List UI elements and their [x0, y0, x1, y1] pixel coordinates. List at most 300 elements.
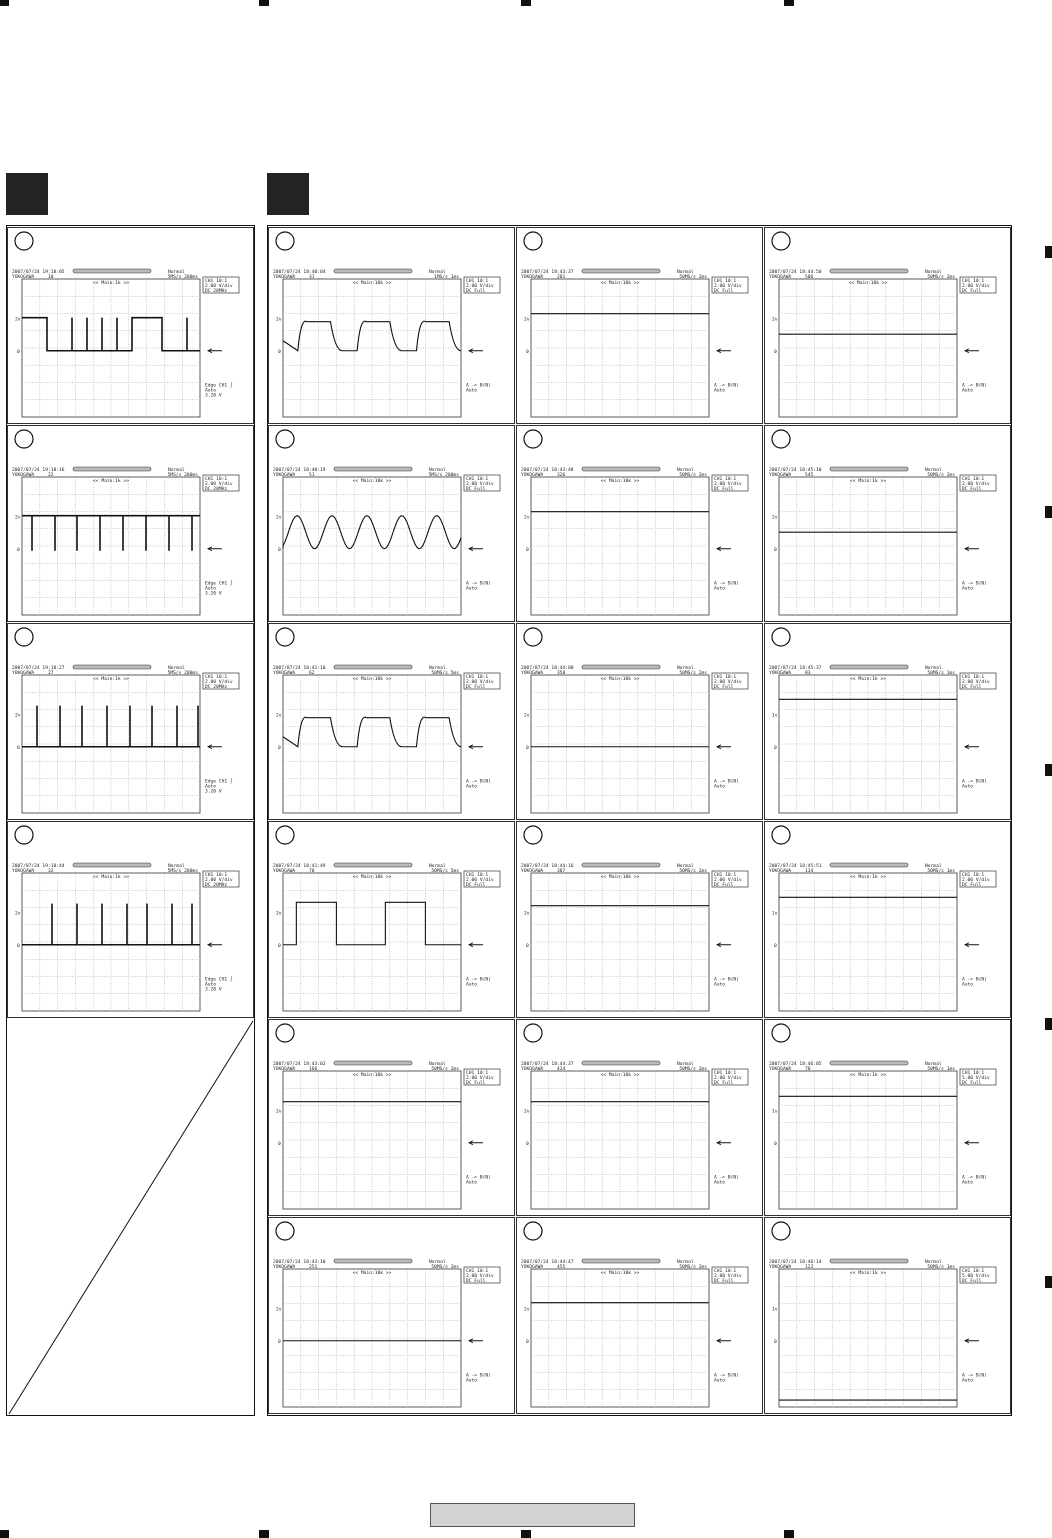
scope-coupling: DC Full [714, 1081, 734, 1086]
scope-vdiv: 2.00 V/div [466, 1274, 494, 1279]
scope-trigger-mode: Auto [714, 1180, 726, 1186]
scope-vdiv: 2.00 V/div [714, 878, 742, 883]
scope-brand: YOKOGAWA [769, 671, 792, 676]
scope-rate: 50MS/s 2ms [679, 473, 707, 478]
record-length-bar [334, 467, 412, 471]
scope-capture [764, 623, 1011, 820]
scope-zoom: << Main:10k >> [600, 479, 640, 484]
scope-zoom: << Main:1k >> [850, 1271, 886, 1276]
scope-marker-0: 0 [526, 349, 529, 355]
test-point-marker [772, 1024, 790, 1042]
scope-trigger-title: A -> B(N) [466, 1373, 491, 1379]
scope-channel: CH1 10:1 [714, 1071, 737, 1076]
ground-arrow-icon [965, 943, 979, 947]
scope-marker-0: 0 [17, 349, 20, 355]
scope-marker-2v: 2v [276, 911, 282, 917]
scope-count: 251 [309, 1265, 318, 1270]
scope-coupling: DC Full [714, 883, 734, 888]
scope-brand: YOKOGAWA [769, 869, 792, 874]
scope-trigger-mode: Auto [714, 982, 726, 988]
scope-channel: CH1 10:1 [962, 873, 985, 878]
scope-marker-2v: 1v [772, 1109, 778, 1115]
scope-acq-mode: Normal [429, 666, 446, 671]
scope-vdiv: 2.00 V/div [714, 1076, 742, 1081]
scope-zoom: << Main:1k >> [850, 479, 886, 484]
test-point-marker [15, 628, 33, 646]
scope-brand: YOKOGAWA [769, 275, 792, 280]
record-length-bar [582, 269, 660, 273]
scope-datetime: 2007/07/24 18:43:37 [521, 270, 574, 275]
registration-mark-top-3 [521, 0, 531, 6]
scope-vdiv: 2.00 V/div [205, 680, 233, 685]
registration-mark-bottom-2 [259, 1530, 269, 1538]
scope-vdiv: 2.00 V/div [205, 284, 233, 289]
scope-marker-2v: 2v [276, 713, 282, 719]
scope-vdiv: 5.00 V/div [962, 1274, 990, 1279]
registration-mark-side-5 [1045, 1276, 1052, 1288]
scope-trigger-mode: Auto [205, 982, 217, 988]
scope-count: 358 [557, 671, 566, 676]
ground-arrow-icon [717, 943, 731, 947]
scope-coupling: DC 20MHz [205, 289, 228, 294]
scope-marker-2v: 2v [276, 1109, 282, 1115]
scope-capture [7, 227, 254, 424]
scope-count: 78 [309, 869, 315, 874]
oscilloscope-screen [765, 624, 1011, 820]
scope-brand: YOKOGAWA [273, 1067, 296, 1072]
scope-rate: 5MS/s 200ms [167, 671, 198, 676]
scope-capture [516, 227, 763, 424]
scope-acq-mode: Normal [429, 1062, 446, 1067]
scope-datetime: 2007/07/24 18:44:50 [769, 270, 822, 275]
scope-capture [516, 1217, 763, 1414]
scope-rate: 50MS/s 5ms [431, 869, 459, 874]
scope-rate: 50MS/s 1ms [927, 1265, 955, 1270]
scope-trigger-title: Edge CH1 ∫ [205, 383, 233, 389]
test-point-marker [276, 628, 294, 646]
scope-rate: 50MS/s 5ms [431, 671, 459, 676]
waveform-trace [283, 321, 461, 351]
scope-zoom: << Main:10k >> [352, 677, 392, 682]
scope-coupling: DC Full [466, 289, 486, 294]
ground-arrow-icon [717, 745, 731, 749]
scope-coupling: DC Full [962, 883, 982, 888]
ground-arrow-icon [717, 349, 731, 353]
scope-vdiv: 2.00 V/div [962, 878, 990, 883]
test-point-marker [772, 430, 790, 448]
oscilloscope-screen [269, 228, 515, 424]
record-length-bar [334, 863, 412, 867]
scope-datetime: 2007/07/24 18:40:19 [273, 468, 326, 473]
scope-datetime: 2007/07/24 19:18:44 [12, 864, 65, 869]
scope-rate: 5MS/s 200ms [167, 473, 198, 478]
scope-zoom: << Main:10k >> [352, 1271, 392, 1276]
scope-capture [7, 821, 254, 1018]
scope-marker-2v: 2v [276, 317, 282, 323]
scope-channel: CH1 10:1 [466, 873, 489, 878]
scope-marker-2v: 2v [276, 515, 282, 521]
scope-acq-mode: Normal [677, 864, 694, 869]
record-length-bar [582, 1061, 660, 1065]
scope-marker-0: 0 [17, 547, 20, 553]
scope-datetime: 2007/07/24 18:44:37 [521, 1062, 574, 1067]
scope-brand: YOKOGAWA [273, 473, 296, 478]
scope-trigger-title: A -> B(N) [962, 581, 987, 587]
scope-rate: 50MS/s 2ms [679, 1265, 707, 1270]
scope-trigger-level: 3.20 V [205, 393, 222, 399]
scope-datetime: 2007/07/24 18:43:10 [273, 1260, 326, 1265]
oscilloscope-screen [8, 822, 254, 1018]
scope-channel: CH1 10:1 [466, 477, 489, 482]
scope-marker-0: 0 [526, 745, 529, 751]
record-length-bar [73, 269, 151, 273]
scope-coupling: DC 20MHz [205, 487, 228, 492]
registration-mark-top-4 [784, 0, 794, 6]
test-point-marker [524, 628, 542, 646]
scope-datetime: 2007/07/24 18:43:02 [273, 1062, 326, 1067]
scope-vdiv: 2.00 V/div [205, 482, 233, 487]
scope-trigger-title: A -> B(N) [466, 1175, 491, 1181]
ground-arrow-icon [469, 1339, 483, 1343]
scope-count: 31 [309, 275, 315, 280]
scope-marker-2v: 2v [524, 1307, 530, 1313]
scope-trigger-title: A -> B(N) [466, 581, 491, 587]
scope-zoom: << Main:10k >> [600, 281, 640, 286]
scope-marker-0: 0 [774, 547, 777, 553]
ground-arrow-icon [717, 547, 731, 551]
scope-capture [516, 623, 763, 820]
scope-coupling: DC Full [466, 1081, 486, 1086]
page-number-bar [430, 1503, 635, 1527]
scope-capture [268, 227, 515, 424]
scope-rate: 50MS/s 2ms [431, 1067, 459, 1072]
scope-vdiv: 2.00 V/div [962, 680, 990, 685]
test-point-marker [276, 232, 294, 250]
scope-zoom: << Main:10k >> [352, 1073, 392, 1078]
waveform-trace [283, 717, 461, 747]
scope-acq-mode: Normal [429, 468, 446, 473]
scope-channel: CH1 10:1 [714, 279, 737, 284]
oscilloscope-screen [269, 1020, 515, 1216]
record-length-bar [830, 1061, 908, 1065]
scope-rate: 5MS/s 200ms [428, 473, 459, 478]
scope-zoom: << Main:1k >> [850, 875, 886, 880]
scope-marker-2v: 2v [524, 515, 530, 521]
test-point-marker [772, 628, 790, 646]
scope-capture [516, 821, 763, 1018]
record-length-bar [830, 269, 908, 273]
scope-marker-2v: 2v [772, 317, 778, 323]
scope-brand: YOKOGAWA [769, 1067, 792, 1072]
scope-channel: CH1 10:1 [962, 675, 985, 680]
scope-acq-mode: Normal [925, 1260, 942, 1265]
scope-rate: 50MS/s 2ms [679, 275, 707, 280]
scope-channel: CH1 10:1 [714, 1269, 737, 1274]
scope-trigger-title: A -> B(N) [962, 977, 987, 983]
registration-mark-top-1 [0, 0, 9, 6]
scope-trigger-level: 3.20 V [205, 987, 222, 993]
test-point-marker [524, 826, 542, 844]
scope-datetime: 2007/07/24 18:46:05 [769, 1062, 822, 1067]
scope-channel: CH1 10:1 [466, 1071, 489, 1076]
scope-datetime: 2007/07/24 18:40:04 [273, 270, 326, 275]
scope-marker-0: 0 [774, 745, 777, 751]
scope-trigger-level: 3.20 V [205, 591, 222, 597]
scope-capture [7, 623, 254, 820]
record-length-bar [73, 863, 151, 867]
scope-datetime: 2007/07/24 18:44:16 [521, 864, 574, 869]
scope-trigger-mode: Auto [962, 586, 974, 592]
scope-marker-0: 0 [526, 1339, 529, 1345]
scope-vdiv: 2.00 V/div [962, 482, 990, 487]
scope-zoom: << Main:10k >> [600, 1073, 640, 1078]
oscilloscope-screen [269, 1218, 515, 1414]
scope-acq-mode: Normal [677, 666, 694, 671]
scope-trigger-title: A -> B(N) [466, 977, 491, 983]
scope-channel: CH1 10:1 [962, 1269, 985, 1274]
ground-arrow-icon [965, 745, 979, 749]
scope-brand: YOKOGAWA [12, 869, 35, 874]
record-length-bar [830, 467, 908, 471]
record-length-bar [334, 1259, 412, 1263]
scope-trigger-title: A -> B(N) [962, 383, 987, 389]
scope-trigger-title: Edge CH1 ∫ [205, 977, 233, 983]
record-length-bar [830, 863, 908, 867]
scope-trigger-title: A -> B(N) [962, 1175, 987, 1181]
scope-channel: CH1 10:1 [466, 675, 489, 680]
ground-arrow-icon [469, 1141, 483, 1145]
scope-acq-mode: Normal [168, 864, 185, 869]
test-point-marker [276, 430, 294, 448]
scope-trigger-title: A -> B(N) [466, 383, 491, 389]
scope-marker-0: 0 [526, 943, 529, 949]
scope-trigger-title: Edge CH1 ∫ [205, 581, 233, 587]
ground-arrow-icon [208, 745, 222, 749]
scope-marker-0: 0 [278, 1141, 281, 1147]
section-block-right [267, 173, 309, 215]
scope-marker-0: 0 [774, 943, 777, 949]
scope-acq-mode: Normal [925, 1062, 942, 1067]
scope-zoom: << Main:10k >> [352, 875, 392, 880]
scope-zoom: << Main:10k >> [352, 281, 392, 286]
scope-rate: 1MS/s 1ms [434, 275, 459, 280]
scope-count: 70 [805, 1067, 811, 1072]
scope-acq-mode: Normal [429, 1260, 446, 1265]
oscilloscope-screen [269, 624, 515, 820]
scope-trigger-mode: Auto [714, 388, 726, 394]
scope-marker-0: 0 [17, 943, 20, 949]
scope-trigger-mode: Auto [205, 388, 217, 394]
ground-arrow-icon [469, 943, 483, 947]
scope-marker-0: 0 [526, 547, 529, 553]
scope-brand: YOKOGAWA [521, 1265, 544, 1270]
ground-arrow-icon [965, 1339, 979, 1343]
scope-trigger-mode: Auto [466, 982, 478, 988]
scope-vdiv: 2.00 V/div [466, 482, 494, 487]
scope-trigger-mode: Auto [466, 784, 478, 790]
scope-coupling: DC Full [466, 883, 486, 888]
scope-count: 326 [557, 473, 566, 478]
scope-rate: 50MS/s 1ms [927, 869, 955, 874]
scope-channel: CH1 10:1 [466, 279, 489, 284]
test-point-marker [276, 1222, 294, 1240]
scope-rate: 50MS/s 2ms [927, 473, 955, 478]
scope-channel: CH1 10:1 [205, 873, 228, 878]
scope-channel: CH1 10:1 [714, 873, 737, 878]
scope-capture [516, 1019, 763, 1216]
scope-zoom: << Main:1k >> [93, 875, 129, 880]
scope-acq-mode: Normal [677, 468, 694, 473]
scope-brand: YOKOGAWA [12, 275, 35, 280]
record-length-bar [334, 1061, 412, 1065]
scope-marker-2v: 2v [15, 911, 21, 917]
scope-zoom: << Main:1k >> [850, 677, 886, 682]
scope-trigger-title: A -> B(N) [714, 1175, 739, 1181]
ground-arrow-icon [965, 1141, 979, 1145]
scope-trigger-mode: Auto [714, 1378, 726, 1384]
test-point-marker [772, 232, 790, 250]
scope-coupling: DC Full [714, 487, 734, 492]
ground-arrow-icon [469, 349, 483, 353]
scope-count: 545 [805, 473, 814, 478]
record-length-bar [582, 467, 660, 471]
scope-capture [516, 425, 763, 622]
scope-datetime: 2007/07/24 18:43:48 [521, 468, 574, 473]
scope-trigger-title: A -> B(N) [714, 977, 739, 983]
scope-channel: CH1 10:1 [466, 1269, 489, 1274]
scope-vdiv: 2.00 V/div [466, 680, 494, 685]
scope-count: 455 [557, 1265, 566, 1270]
scope-acq-mode: Normal [168, 270, 185, 275]
scope-marker-0: 0 [278, 745, 281, 751]
scope-vdiv: 2.00 V/div [714, 482, 742, 487]
scope-coupling: DC Full [714, 289, 734, 294]
scope-marker-0: 0 [278, 943, 281, 949]
scope-trigger-mode: Auto [714, 586, 726, 592]
scope-brand: YOKOGAWA [769, 473, 792, 478]
test-point-marker [524, 430, 542, 448]
scope-rate: 5MS/s 200ms [167, 275, 198, 280]
oscilloscope-screen [8, 624, 254, 820]
scope-vdiv: 2.00 V/div [466, 284, 494, 289]
registration-mark-bottom-3 [521, 1530, 531, 1538]
scope-count: 424 [557, 1067, 566, 1072]
registration-mark-bottom-1 [0, 1530, 9, 1538]
record-length-bar [582, 1259, 660, 1263]
scope-rate: 50MS/s 2ms [679, 671, 707, 676]
scope-count: 506 [805, 275, 814, 280]
oscilloscope-screen [517, 1020, 763, 1216]
scope-capture [268, 1217, 515, 1414]
scope-zoom: << Main:10k >> [848, 281, 888, 286]
ground-arrow-icon [469, 745, 483, 749]
scope-channel: CH1 10:1 [962, 477, 985, 482]
scope-count: 32 [48, 869, 54, 874]
scope-vdiv: 2.00 V/div [714, 284, 742, 289]
scope-brand: YOKOGAWA [273, 869, 296, 874]
scope-trigger-level: 3.20 V [205, 789, 222, 795]
test-point-marker [772, 1222, 790, 1240]
scope-marker-2v: 2v [276, 1307, 282, 1313]
oscilloscope-screen [517, 822, 763, 1018]
scope-zoom: << Main:1k >> [93, 281, 129, 286]
scope-vdiv: 5.00 V/div [962, 1076, 990, 1081]
ground-arrow-icon [208, 547, 222, 551]
scope-rate: 50MS/s 2ms [927, 275, 955, 280]
oscilloscope-screen [765, 1218, 1011, 1414]
oscilloscope-screen [269, 426, 515, 622]
scope-rate: 50MS/s 2ms [679, 1067, 707, 1072]
record-length-bar [334, 269, 412, 273]
scope-trigger-title: Edge CH1 ∫ [205, 779, 233, 785]
scope-zoom: << Main:10k >> [600, 875, 640, 880]
scope-brand: YOKOGAWA [273, 275, 296, 280]
scope-datetime: 2007/07/24 19:18:27 [12, 666, 65, 671]
scope-channel: CH1 10:1 [205, 477, 228, 482]
scope-brand: YOKOGAWA [521, 671, 544, 676]
scope-datetime: 2007/07/24 18:45:37 [769, 666, 822, 671]
scope-marker-2v: 2v [524, 1109, 530, 1115]
test-point-marker [524, 232, 542, 250]
scope-coupling: DC Full [466, 487, 486, 492]
scope-brand: YOKOGAWA [12, 473, 35, 478]
scope-zoom: << Main:10k >> [600, 677, 640, 682]
test-point-marker [524, 1222, 542, 1240]
scope-trigger-mode: Auto [962, 388, 974, 394]
scope-datetime: 2007/07/24 18:46:14 [769, 1260, 822, 1265]
scope-acq-mode: Normal [168, 468, 185, 473]
scope-trigger-mode: Auto [962, 784, 974, 790]
scope-count: 281 [557, 275, 566, 280]
scope-marker-2v: 2v [772, 515, 778, 521]
scope-zoom: << Main:10k >> [352, 479, 392, 484]
oscilloscope-screen [517, 624, 763, 820]
scope-brand: YOKOGAWA [769, 1265, 792, 1270]
scope-coupling: DC Full [962, 1081, 982, 1086]
registration-mark-side-3 [1045, 764, 1052, 776]
scope-channel: CH1 10:1 [962, 1071, 985, 1076]
scope-capture [268, 821, 515, 1018]
test-point-marker [15, 430, 33, 448]
registration-mark-side-2 [1045, 506, 1052, 518]
scope-datetime: 2007/07/24 18:41:49 [273, 864, 326, 869]
scope-trigger-mode: Auto [962, 1378, 974, 1384]
scope-acq-mode: Normal [925, 270, 942, 275]
scope-datetime: 2007/07/24 18:41:10 [273, 666, 326, 671]
scope-count: 83 [805, 671, 811, 676]
scope-trigger-mode: Auto [466, 1378, 478, 1384]
scope-acq-mode: Normal [925, 468, 942, 473]
oscilloscope-screen [8, 426, 254, 622]
record-length-bar [582, 863, 660, 867]
test-point-marker [276, 1024, 294, 1042]
scope-coupling: DC Full [714, 685, 734, 690]
scope-marker-2v: 1v [772, 911, 778, 917]
scope-datetime: 2007/07/24 19:18:16 [12, 468, 65, 473]
scope-capture [268, 1019, 515, 1216]
ground-arrow-icon [717, 1141, 731, 1145]
scope-count: 123 [805, 1265, 814, 1270]
scope-capture [764, 425, 1011, 622]
scope-coupling: DC 20MHz [205, 883, 228, 888]
record-length-bar [73, 665, 151, 669]
scope-channel: CH1 10:1 [962, 279, 985, 284]
scope-zoom: << Main:1k >> [93, 479, 129, 484]
ground-arrow-icon [208, 349, 222, 353]
scope-marker-2v: 2v [15, 317, 21, 323]
scope-channel: CH1 10:1 [714, 477, 737, 482]
scope-trigger-title: A -> B(N) [962, 1373, 987, 1379]
